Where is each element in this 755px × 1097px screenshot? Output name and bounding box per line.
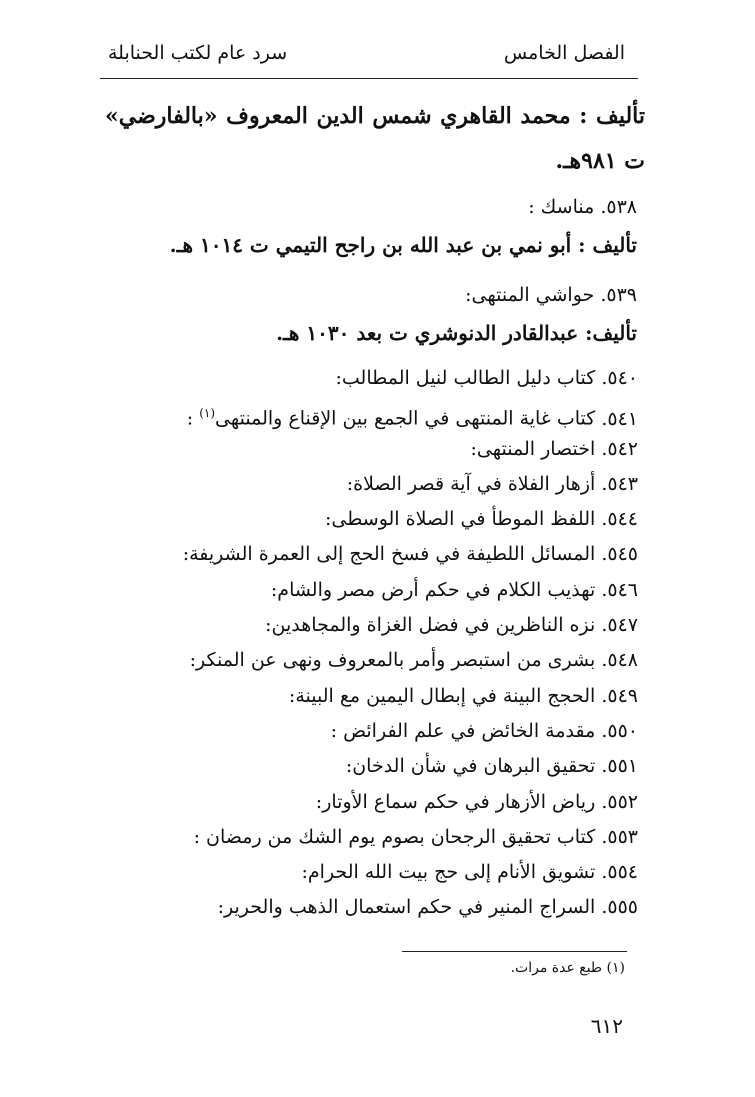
entry-title <box>107 277 637 313</box>
list-item <box>98 855 638 890</box>
book-list <box>98 361 638 926</box>
entry-number: ٥٣٨. <box>600 196 637 218</box>
item-number: ٥٤٤. <box>601 508 638 531</box>
item-number: ٥٤٦. <box>601 578 638 601</box>
item-suffix: : <box>186 407 194 430</box>
item-title: كتاب دليل الطالب لنيل المطالب: <box>335 367 596 389</box>
entry-539 <box>107 277 637 353</box>
item-title: نزه الناظرين في فضل الغزاة والمجاهدين: <box>265 614 596 637</box>
item-number: ٥٤٣. <box>601 472 638 495</box>
item-title: تشويق الأنام إلى حج بيت الله الحرام: <box>301 861 596 884</box>
item-number: ٥٥٣. <box>601 825 638 848</box>
item-number: ٥٤٠. <box>601 367 638 389</box>
item-title: الحجج البينة في إبطال اليمين مع البينة: <box>288 684 596 707</box>
entry-title <box>107 189 637 225</box>
item-number: ٥٤٩. <box>601 684 638 707</box>
item-title: تحقيق البرهان في شأن الدخان: <box>345 755 596 778</box>
item-number: ٥٥٢. <box>601 790 638 813</box>
footnote: (١) طبع عدة مرات. <box>510 960 625 976</box>
list-item <box>98 467 638 502</box>
entry-author: تأليف : أبو نمي بن عبد الله بن راجح التيمي ت ١٠١٤ هـ. <box>169 233 637 257</box>
item-number: ٥٤٥. <box>601 543 638 566</box>
item-number: ٥٥٤. <box>601 861 638 884</box>
list-item <box>98 396 638 431</box>
item-number: ٥٤٨. <box>601 649 638 672</box>
entry-author: تأليف: عبدالقادر الدنوشري ت بعد ١٠٣٠ هـ. <box>276 321 637 345</box>
list-item <box>98 679 638 714</box>
entry-number: ٥٣٩. <box>600 284 637 306</box>
list-item <box>98 785 638 820</box>
entry-title-text: مناسك : <box>528 196 595 218</box>
item-title: تهذيب الكلام في حكم أرض مصر والشام: <box>270 578 596 601</box>
running-header-section: سرد عام لكتب الحنابلة <box>108 42 288 64</box>
footnote-rule <box>402 951 627 952</box>
item-number: ٥٤١. <box>601 407 638 430</box>
item-title: رياض الأزهار في حكم سماع الأوتار: <box>315 790 596 813</box>
entry-title-text: حواشي المنتهى: <box>465 284 595 306</box>
item-number: ٥٤٢. <box>601 437 638 460</box>
entry-538 <box>107 189 637 265</box>
item-number: ٥٥٥. <box>601 896 638 919</box>
list-item <box>98 820 638 855</box>
page-number: ٦١٢ <box>590 1014 623 1038</box>
list-item <box>98 608 638 643</box>
list-item <box>98 890 638 925</box>
item-title: بشرى من استبصر وأمر بالمعروف ونهى عن المنكر: <box>189 649 596 672</box>
intro-author-paragraph: تأليف : محمد القاهري شمس الدين المعروف «بالفارضي» ت ٩٨١هـ. <box>105 103 645 174</box>
item-title: أزهار الفلاة في آية قصر الصلاة: <box>346 472 596 495</box>
running-header-chapter: الفصل الخامس <box>503 42 625 64</box>
footnote-reference: (١) <box>199 406 216 421</box>
item-title: كتاب غاية المنتهى في الجمع بين الإقناع والمنتهى <box>215 407 596 430</box>
list-item <box>98 714 638 749</box>
list-item <box>98 749 638 784</box>
item-title: اللفظ الموطأ في الصلاة الوسطى: <box>324 508 596 531</box>
list-item <box>98 573 638 608</box>
item-title: اختصار المنتهى: <box>470 437 596 460</box>
list-item <box>98 361 638 396</box>
list-item <box>98 502 638 537</box>
header-rule <box>100 78 638 79</box>
item-number: ٥٥١. <box>601 755 638 778</box>
list-item <box>98 643 638 678</box>
item-title: مقدمة الخائض في علم الفرائض : <box>330 719 596 742</box>
list-item <box>98 432 638 467</box>
item-number: ٥٤٧. <box>601 614 638 637</box>
item-number: ٥٥٠. <box>601 719 638 742</box>
list-item <box>98 537 638 572</box>
item-title: المسائل اللطيفة في فسخ الحج إلى العمرة الشريفة: <box>182 543 596 566</box>
item-title: كتاب تحقيق الرجحان بصوم يوم الشك من رمضان : <box>193 825 596 848</box>
item-title: السراج المنير في حكم استعمال الذهب والحرير: <box>217 896 596 919</box>
